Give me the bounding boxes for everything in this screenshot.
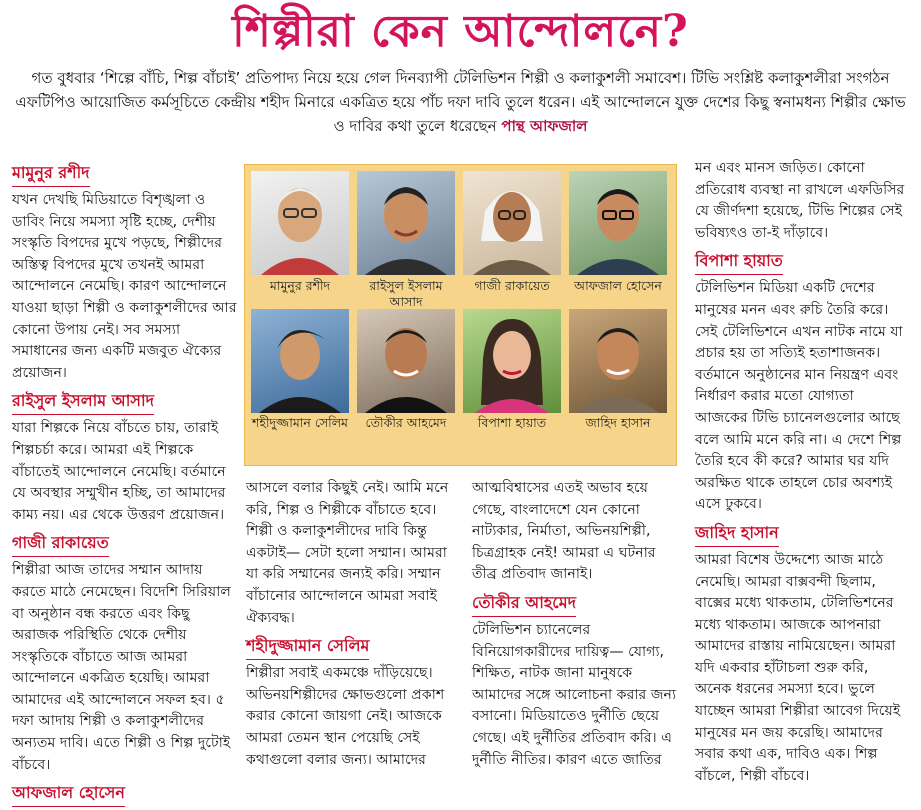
portrait-photo: [463, 309, 561, 413]
portrait-photo: [463, 171, 561, 275]
portrait-photo: [251, 309, 349, 413]
speaker-name-gazi: গাজী রাকায়েত: [12, 532, 109, 557]
photo-caption: বিপাশা হায়াত: [477, 415, 547, 430]
speaker-name-raisul: রাইসুল ইসলাম আসাদ: [12, 390, 154, 415]
speaker-name-selim: শহীদুজ্জামান সেলিম: [246, 635, 369, 660]
quote-selim-continued: আত্মবিশ্বাসের এতই অভাব হয়ে গেছে, বাংলাদেশে যেন কোনো নাট্যকার, নির্মাতা, অভিনয়শিল্পী, চিত্রগ্রাহক নেই! আমরা এ ঘটনার তীব্র প্রতিবাদ জানাই।: [472, 480, 656, 583]
photo-caption: মামুনুর রশীদ: [269, 278, 331, 293]
column-1: [12, 158, 237, 810]
column-2: [246, 478, 461, 773]
photo-caption: জাহিদ হাসান: [585, 415, 651, 430]
intro-paragraph: [14, 66, 907, 138]
quote-bipasha: টেলিভিশন মিডিয়া একটি দেশের মানুষের মনন এবং রুচি তৈরি করে। সেই টেলিভিশনে এখন নাটক নামে যা প্রচার হয় তা সত্যিই হতাশাজনক। বর্তমানে অনুষ্ঠানের মান নিয়ন্ত্রণ এবং নির্ধারণ করার মতো যোগ্যতা আজকের টিভি চ্যানেলগুলোর আছে বলে আমি মনে করি না। এ দেশে শিল্প তৈরি হবে কী করে? আমার ঘর যদি অরক্ষিত থাকে তাহলে চোর অবশ্যই এসে ঢুকবে।: [695, 280, 903, 513]
photo-caption: গাজী রাকায়েত: [474, 278, 550, 293]
photo-caption: তৌকীর আহমেদ: [365, 415, 447, 430]
quote-toukir: টেলিভিশন চ্যানেলের বিনিয়োগকারীদের দায়িত্ব— যোগ্য, শিক্ষিত, নাটক জানা মানুষকে আমাদের সঙ্গে আলোচনা করার জন্য বসানো। মিডিয়াতেও দুর্নীতি ছেয়ে গেছে। এই দুর্নীতির প্রতিবাদ করি। এ দুর্নীতি নীতির। কারণ এতে জাতির: [472, 621, 677, 768]
speaker-name-bipasha: বিপাশা হায়াত: [695, 250, 783, 275]
quote-afzal-continued: আসলে বলার কিছুই নেই। আমি মনে করি, শিল্প ও শিল্পীকে বাঁচাতে হবে। শিল্পী ও কলাকুশলীদের দাবি কিন্তু একটাই— সেটা হলো সম্মান। আমরা যা করি সম্মানের জন্যই করি। সম্মান বাঁচানোর আন্দোলনে আমরা সবাই ঐক্যবদ্ধ।: [246, 480, 449, 626]
photo-caption: রাইসুল ইসলাম আসাদ: [369, 278, 443, 309]
quote-toukir-continued: মন এবং মানস জড়িত। কোনো প্রতিরোধ ব্যবস্থা না রাখলে এফডিসির যে জীর্ণদশা হয়েছে, টিভি শিল্পের সেই ভবিষ্যৎও তা-ই দাঁড়াবে।: [695, 160, 905, 241]
portrait-photo: [357, 309, 455, 413]
speaker-name-mamunur: মামুনুর রশীদ: [12, 162, 90, 187]
quote-gazi: শিল্পীরা আজ তাদের সম্মান আদায় করতে মাঠে নেমেছেন। বিদেশি সিরিয়াল বা অনুষ্ঠান বন্ধ করতে এবং কিছু অরাজক পরিস্থিতি থেকে দেশীয় সংস্কৃতিকে বাঁচাতে আজ আমরা আন্দোলনে একত্রিত হয়েছি। আমরা আমাদের এই আন্দোলনে সফল হব। ৫ দফা আদায় শিল্পী ও কলাকুশলীদের অন্যতম দাবি। এতে শিল্পী ও শিল্প দুটোই বাঁচবে।: [12, 562, 231, 773]
quote-zahid: আমরা বিশেষ উদ্দেশ্যে আজ মাঠে নেমেছি। আমরা বাক্সবন্দী ছিলাম, বাক্সের মধ্যে থাকতাম, টেলিভিশনের মধ্যে থাকতাম। আজকে আপনারা আমাদের রাস্তায় নামিয়েছেন। আমরা যদি একবার হাঁটাচলা শুরু করি, অনেক ধরনের সমস্যা হবে। ভুলে যাচ্ছেন আমরা শিল্পীরা আবেগ দিয়েই মানুষের মন জয় করেছি। আমাদের সবার কথা এক, দাবিও এক। শিল্প বাঁচলে, শিল্পী বাঁচবে।: [695, 551, 901, 784]
intro-text: গত বুধবার ‘শিল্পে বাঁচি, শিল্প বাঁচাই’ প্রতিপাদ্য নিয়ে হয়ে গেল দিনব্যাপী টেলিভিশন শিল্পী ও কলাকুশলী সমাবেশ। টিভি সংশ্লিষ্ট কলাকুশলীরা সংগঠন এফটিপিও আয়োজিত কর্মসূচিতে কেন্দ্রীয় শহীদ মিনারে একত্রিত হয়ে পাঁচ দফা দাবি তুলে ধরেন। এই আন্দোলনে যুক্ত দেশের কিছু স্বনামধন্য শিল্পীর ক্ষোভ ও দাবির কথা তুলে ধরেছেন: [15, 69, 906, 135]
photo-caption: আফজাল হোসেন: [574, 278, 662, 293]
portrait-photo: [569, 309, 667, 413]
portrait-photo: [357, 171, 455, 275]
portrait-photo: [251, 171, 349, 275]
photo-grid: [244, 164, 677, 466]
column-4: [695, 158, 909, 789]
photo-caption: শহীদুজ্জামান সেলিম: [251, 415, 348, 430]
headline: শিল্পীরা কেন আন্দোলনে?: [232, 6, 689, 57]
speaker-name-afzal: আফজাল হোসেন: [12, 782, 125, 807]
author-name: পান্থ আফজাল: [501, 117, 588, 135]
quote-raisul: যারা শিল্পকে নিয়ে বাঁচতে চায়, তারাই শিল্পচর্চা করে। আমরা এই শিল্পকে বাঁচাতেই আন্দোলনে নেমেছি। বর্তমানে যে অবস্থার সম্মুখীন হচ্ছি, তা আমাদের কাম্য নয়। এর থেকে উত্তরণ প্রয়োজন।: [12, 420, 226, 523]
speaker-name-toukir: তৌকীর আহমেদ: [472, 592, 576, 617]
speaker-name-zahid: জাহিদ হাসান: [695, 522, 779, 547]
column-3: [472, 478, 680, 773]
portrait-photo: [569, 171, 667, 275]
quote-mamunur: যখন দেখছি মিডিয়াতে বিশৃঙ্খলা ও ডাবিং নিয়ে সমস্যা সৃষ্টি হচ্ছে, দেশীয় সংস্কৃতি বিপদের মুখে পড়ছে, শিল্পীদের অস্তিত্ব বিপদের মুখে তখনই আমরা আন্দোলনে নেমেছি। কারণ আন্দোলনে যাওয়া ছাড়া শিল্পী ও কলাকুশলীদের আর কোনো উপায় নেই। সব সমস্যা সমাধানের জন্য একটি মজবুত ঐক্যের প্রয়োজন।: [12, 192, 237, 381]
quote-selim: শিল্পীরা সবাই একমঞ্চে দাঁড়িয়েছে। অভিনয়শিল্পীদের ক্ষোভগুলো প্রকাশ করার কোনো জায়গা নেই। আজকে আমরা তেমন স্থান পেয়েছি সেই কথাগুলো বলার জন্য। আমাদের: [246, 665, 445, 768]
